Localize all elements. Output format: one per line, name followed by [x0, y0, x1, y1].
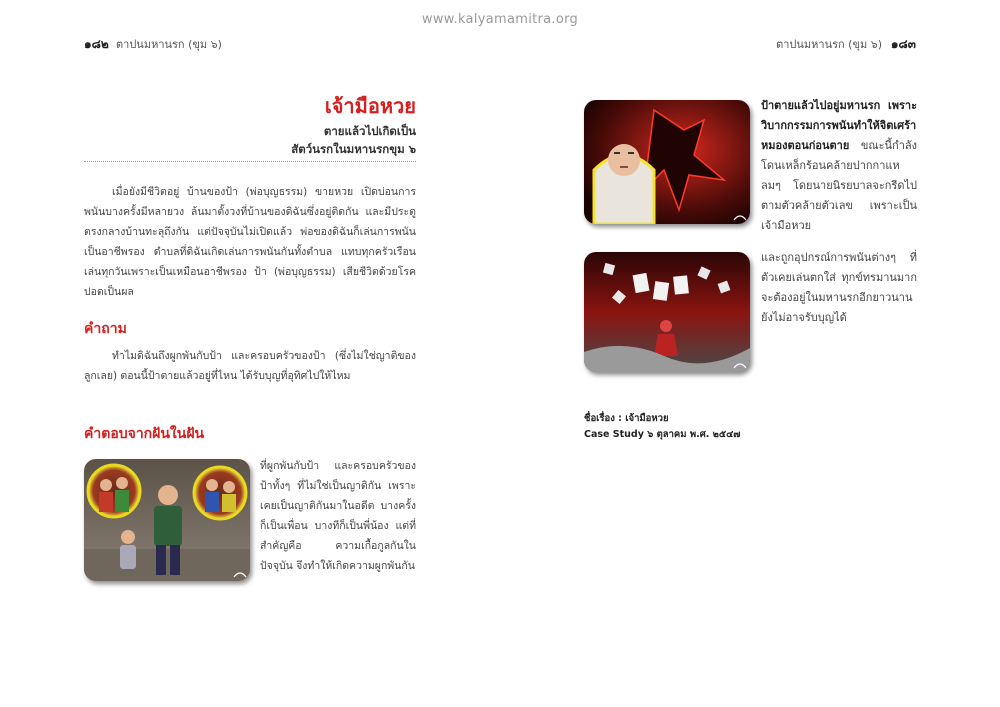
hell-punishment-illustration: [584, 100, 750, 224]
story-label: ชื่อเรื่อง : เจ้ามือหวย: [584, 413, 669, 424]
right-page-number: ๑๘๓: [890, 37, 916, 51]
question-heading: คำถาม: [84, 321, 127, 337]
falling-gambling-tools-illustration: [584, 252, 750, 372]
story-subtitle: [291, 122, 416, 158]
right-block-1-rest: ขณะนี้กำลังโดนเหล็กร้อนคล้ายปากกาแหลมๆ โดยนายนิรยบาลจะกรีดไปตามตัวคล้ายตัวเลข เพราะเป็นเจ้ามือหวย: [761, 139, 917, 232]
left-page-number: ๑๘๒: [84, 37, 109, 51]
subtitle-line-2: สัตว์นรกในมหานรกขุม ๖: [291, 142, 416, 156]
dotted-divider: [84, 161, 416, 162]
case-study-date: Case Study ๖ ตุลาคม พ.ศ. ๒๕๔๗: [584, 429, 741, 440]
right-block-2: และถูกอุปกรณ์การพนันต่างๆ ที่ตัวเคยเล่นตกใส่ ทุกข์ทรมานมาก จะต้องอยู่ในมหานรกอีกยาวนาน ยังไม่อาจรับบุญได้: [761, 251, 917, 324]
story-title: เจ้ามือหวย: [324, 94, 416, 118]
question-text: ทำไมดิฉันถึงผูกพันกับป้า และครอบครัวของป้า (ซึ่งไม่ใช่ญาติของลูกเลย) ตอนนี้ป้าตายแล้วอยู่ที่ไหน ได้รับบุญที่อุทิศไปให้ไหม: [84, 350, 416, 382]
answer-text: ที่ผูกพันกับป้า และครอบครัวของป้าทั้งๆ ที่ไม่ใช่เป็นญาติกัน เพราะเคยเป็นญาติกันมาในอดีต บางครั้งก็เป็นเพื่อน บางทีก็เป็นพี่น้อง แต่ที่สำคัญคือ ความเกื้อกูลกันในปัจจุบัน จึงทำให้เกิดความผูกพันกัน: [260, 460, 416, 572]
story-footer: [584, 411, 740, 443]
intro-paragraph: เมื่อยังมีชีวิตอยู่ บ้านของป้า (พ่อบุญธรรม) ขายหวย เปิดบ่อนการพนันบางครั้งมีหลายวง ล้นมาตั้งวงที่บ้านของดิฉันซึ่งอยู่ติดกัน และมีประตูตรงกลางบ้านทะลุถึงกัน แต่ปัจจุบันไม่เปิดแล้ว พ่อของดิฉันก็เล่นการพนันเป็นอาชีพรอง ดำบลที่ดิฉันเกิดเล่นการพนันกันทั้งตำบล แทบทุกครัวเรือน เล่นทุกวันเพราะเป็นเหมือนอาชีพรอง ป้า (พ่อบุญธรรม) เสียชีวิตด้วยโรคปอดเป็นผล: [84, 186, 416, 298]
family-in-dream-illustration: [84, 459, 250, 581]
right-running-title: ตาปนมหานรก (ขุม ๖): [776, 38, 882, 51]
left-running-title: ตาปนมหานรก (ขุม ๖): [116, 38, 222, 51]
site-url: www.kalyamamitra.org: [421, 12, 579, 27]
subtitle-line-1: ตายแล้วไปเกิดเป็น: [323, 124, 416, 138]
right-block-1: [761, 96, 917, 236]
right-block-1-bold: ป้าตายแล้วไปอยู่มหานรก เพราะวิบากกรรมการพนันทำให้จิตเศร้าหมองตอนก่อนตาย: [761, 99, 917, 152]
answer-heading: คำตอบจากฝันในฝัน: [84, 426, 205, 442]
